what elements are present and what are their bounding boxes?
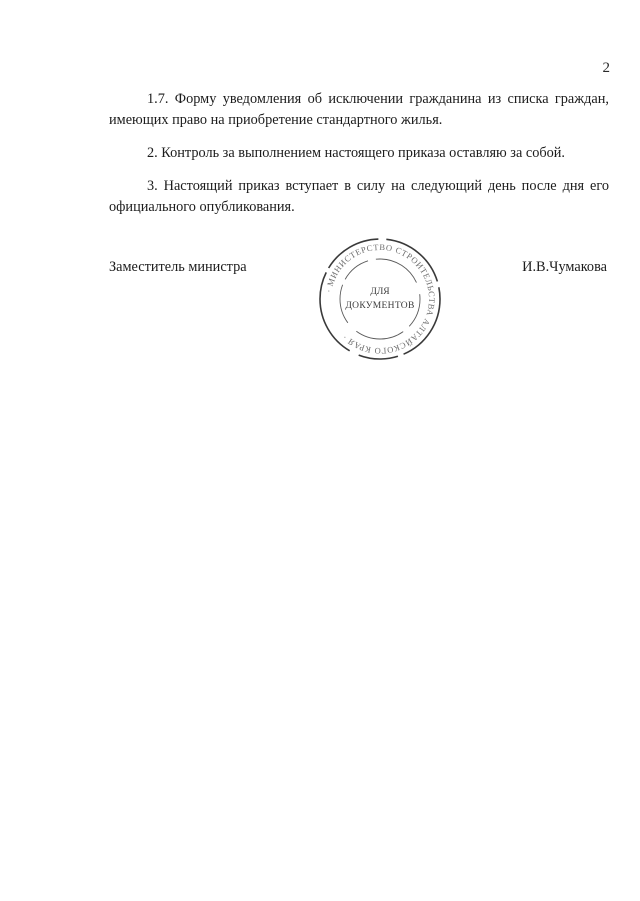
paragraph-1-7: 1.7. Форму уведомления об исключении гражданина из списка граждан, имеющих право на приобретение стандартного жилья.: [109, 91, 609, 128]
paragraph-3: 3. Настоящий приказ вступает в силу на следующий день после дня его официального опубликования.: [109, 178, 609, 215]
stamp-seal-icon: [314, 233, 446, 365]
official-stamp: [314, 233, 446, 365]
stamp-line-2: ДОКУМЕНТОВ: [345, 301, 415, 311]
signature-title: Заместитель министра: [109, 259, 247, 275]
signatory-name: И.В.Чумакова: [522, 259, 607, 275]
paragraph-2: 2. Контроль за выполнением настоящего приказа оставляю за собой.: [147, 145, 566, 161]
stamp-line-1: ДЛЯ: [370, 287, 390, 297]
stamp-ring-text: · МИНИСТЕРСТВО СТРОИТЕЛЬСТВА АЛТАЙСКОГО КРАЯ ·: [323, 241, 438, 357]
page-number: 2: [602, 60, 610, 76]
